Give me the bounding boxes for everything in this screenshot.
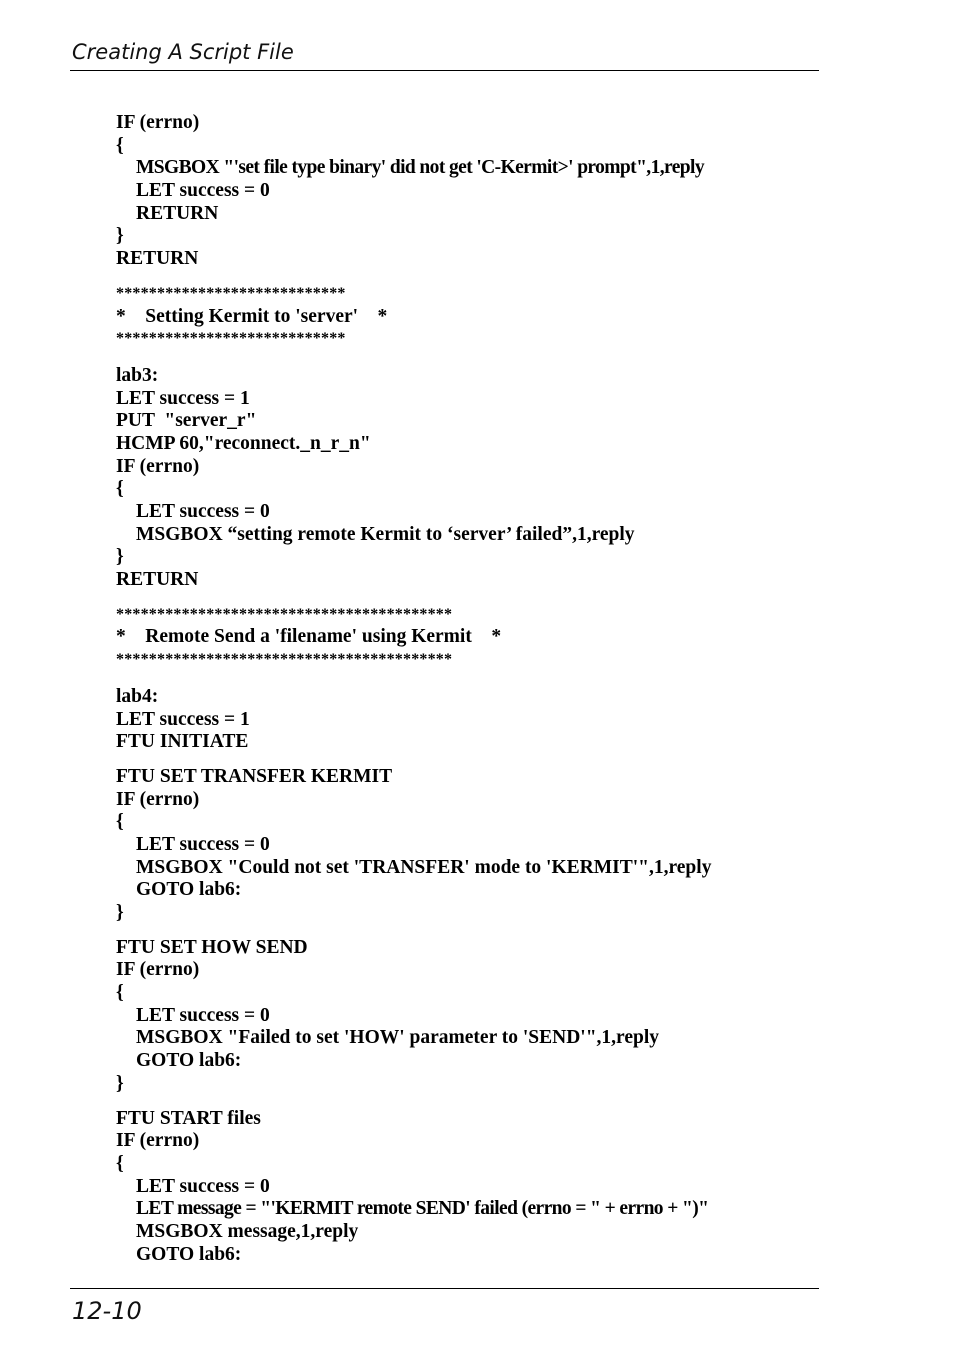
- spacer: [116, 592, 711, 604]
- code-label: lab3:: [116, 364, 159, 386]
- comment-banner-line: *****************************************: [116, 605, 453, 623]
- spacer: [116, 271, 711, 283]
- code-line: {: [116, 478, 124, 500]
- code-line: FTU SET HOW SEND: [116, 936, 308, 958]
- code-line: LET success = 0: [136, 833, 270, 855]
- code-line: IF (errno): [116, 1130, 200, 1152]
- code-line: RETURN: [136, 202, 219, 224]
- code-line: LET success = 0: [136, 180, 270, 202]
- code-line: LET success = 0: [136, 1175, 270, 1197]
- code-line: }: [116, 902, 124, 923]
- header-rule: [70, 70, 819, 71]
- code-line: GOTO lab6:: [136, 1050, 242, 1072]
- footer-rule: [70, 1288, 819, 1289]
- code-line: LET success = 1: [116, 708, 250, 730]
- code-line: FTU START files: [116, 1107, 261, 1129]
- code-line: IF (errno): [116, 112, 200, 133]
- code-line: {: [116, 134, 124, 156]
- code-line: RETURN: [116, 248, 199, 270]
- code-line: LET success = 0: [136, 501, 270, 522]
- code-line: HCMP 60,"reconnect._n_r_n": [116, 432, 371, 454]
- code-line: GOTO lab6:: [136, 1243, 242, 1265]
- comment-banner-line: ****************************: [116, 284, 346, 302]
- code-line: LET success = 1: [116, 387, 250, 409]
- code-line: }: [116, 1072, 124, 1094]
- code-line: MSGBOX "Failed to set 'HOW' parameter to 'SEND'",1,reply: [136, 1027, 660, 1049]
- code-line: IF (errno): [116, 788, 200, 810]
- comment-banner-line: * Remote Send a 'filename' using Kermit *: [116, 626, 502, 648]
- code-line: FTU SET TRANSFER KERMIT: [116, 765, 393, 787]
- code-line: {: [116, 982, 124, 1004]
- script-listing: [116, 112, 711, 1266]
- code-line: LET success = 0: [136, 1004, 270, 1026]
- comment-banner-line: ****************************: [116, 330, 346, 348]
- spacer: [116, 1096, 711, 1108]
- code-line: GOTO lab6:: [136, 879, 242, 901]
- code-line: FTU INITIATE: [116, 731, 249, 753]
- spacer: [116, 672, 711, 686]
- code-line: LET message = "'KERMIT remote SEND' failed (errno = " + errno + ")": [136, 1198, 709, 1220]
- code-line: IF (errno): [116, 959, 200, 981]
- code-line: {: [116, 1152, 124, 1174]
- code-line: MSGBOX message,1,reply: [136, 1220, 359, 1242]
- page-number: 12-10: [72, 1297, 142, 1325]
- spacer: [116, 925, 711, 937]
- code-line: MSGBOX "'set file type binary' did not get 'C-Kermit>' prompt",1,reply: [136, 157, 704, 179]
- comment-banner-line: * Setting Kermit to 'server' *: [116, 305, 388, 327]
- code-line: RETURN: [116, 569, 199, 591]
- code-label: lab4:: [116, 685, 159, 707]
- code-line: IF (errno): [116, 455, 200, 477]
- spacer: [116, 351, 711, 365]
- comment-banner-line: *****************************************: [116, 651, 453, 669]
- code-line: }: [116, 546, 124, 568]
- code-line: }: [116, 225, 124, 247]
- code-line: {: [116, 811, 124, 833]
- spacer: [116, 754, 711, 766]
- code-line: MSGBOX "Could not set 'TRANSFER' mode to 'KERMIT'",1,reply: [136, 856, 712, 878]
- code-line: PUT "server_r": [116, 410, 257, 432]
- page-header-title: Creating A Script File: [72, 40, 294, 64]
- code-line: MSGBOX “setting remote Kermit to ‘server’ failed”,1,reply: [136, 523, 635, 545]
